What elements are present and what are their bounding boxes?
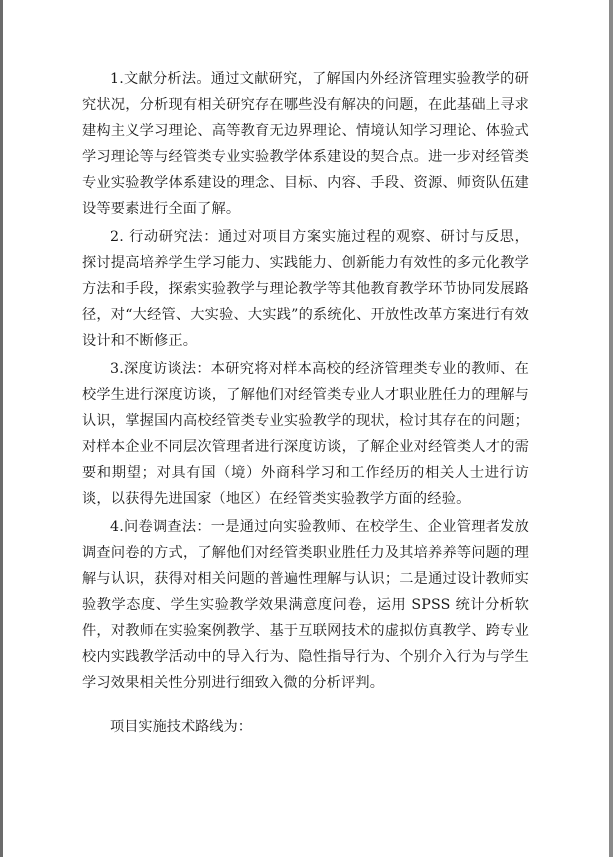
- paragraph-literature-analysis: 1.文献分析法。通过文献研究，了解国内外经济管理实验教学的研究状况，分析现有相关研究存在哪些没有解决的问题，在此基础上寻求建构主义学习理论、高等教育无边界理论、情境认知学习理论、体验式学习理论等与经管类专业实验教学体系建设的契合点。进一步对经管类专业实验教学体系建设的理念、目标、内容、手段、资源、师资队伍建设等要素进行全面了解。: [82, 71, 529, 217]
- viewer-left-border: [0, 0, 3, 857]
- viewer-right-border: [609, 0, 613, 857]
- paragraph-action-research: 2. 行动研究法：通过对项目方案实施过程的观察、研讨与反思，探讨提高培养学生学习能力、实践能力、创新能力有效性的多元化教学方法和手段，探索实验教学与理论教学等其他教育教学环节协同发展路径，对“大经管、大实验、大实践”的系统化、开放性改革方案进行有效设计和不断修正。: [82, 229, 529, 349]
- technical-route-heading: 项目实施技术路线为：: [110, 719, 252, 735]
- document-page: [82, 66, 529, 754]
- paragraph-questionnaire-survey: 4.问卷调查法：一是通过向实验教师、在校学生、企业管理者发放调查问卷的方式，了解他们对经管类职业胜任力及其培养养等问题的理解与认识，获得对相关问题的普遍性理解与认识；二是通过设计教师实验教学态度、学生实验教学效果满意度问卷，运用 SPSS 统计分析软件，对教师在实验案例教学、基于互联网技术的虚拟仿真教学、跨专业校内实践教学活动中的导入行为、隐性指导行为、个别介入行为与学生学习效果相关性分别进行细致入微的分析评判。: [82, 519, 529, 691]
- paragraph-in-depth-interview: 3.深度访谈法：本研究将对样本高校的经济管理类专业的教师、在校学生进行深度访谈，了解他们对经管类专业人才职业胜任力的理解与认识，掌握国内高校经管类专业实验教学的现状，检讨其存在的问题；对样本企业不同层次管理者进行深度访谈，了解企业对经管类人才的需要和期望；对具有国（境）外商科学习和工作经历的相关人士进行访谈，以获得先进国家（地区）在经管类实验教学方面的经验。: [82, 361, 529, 507]
